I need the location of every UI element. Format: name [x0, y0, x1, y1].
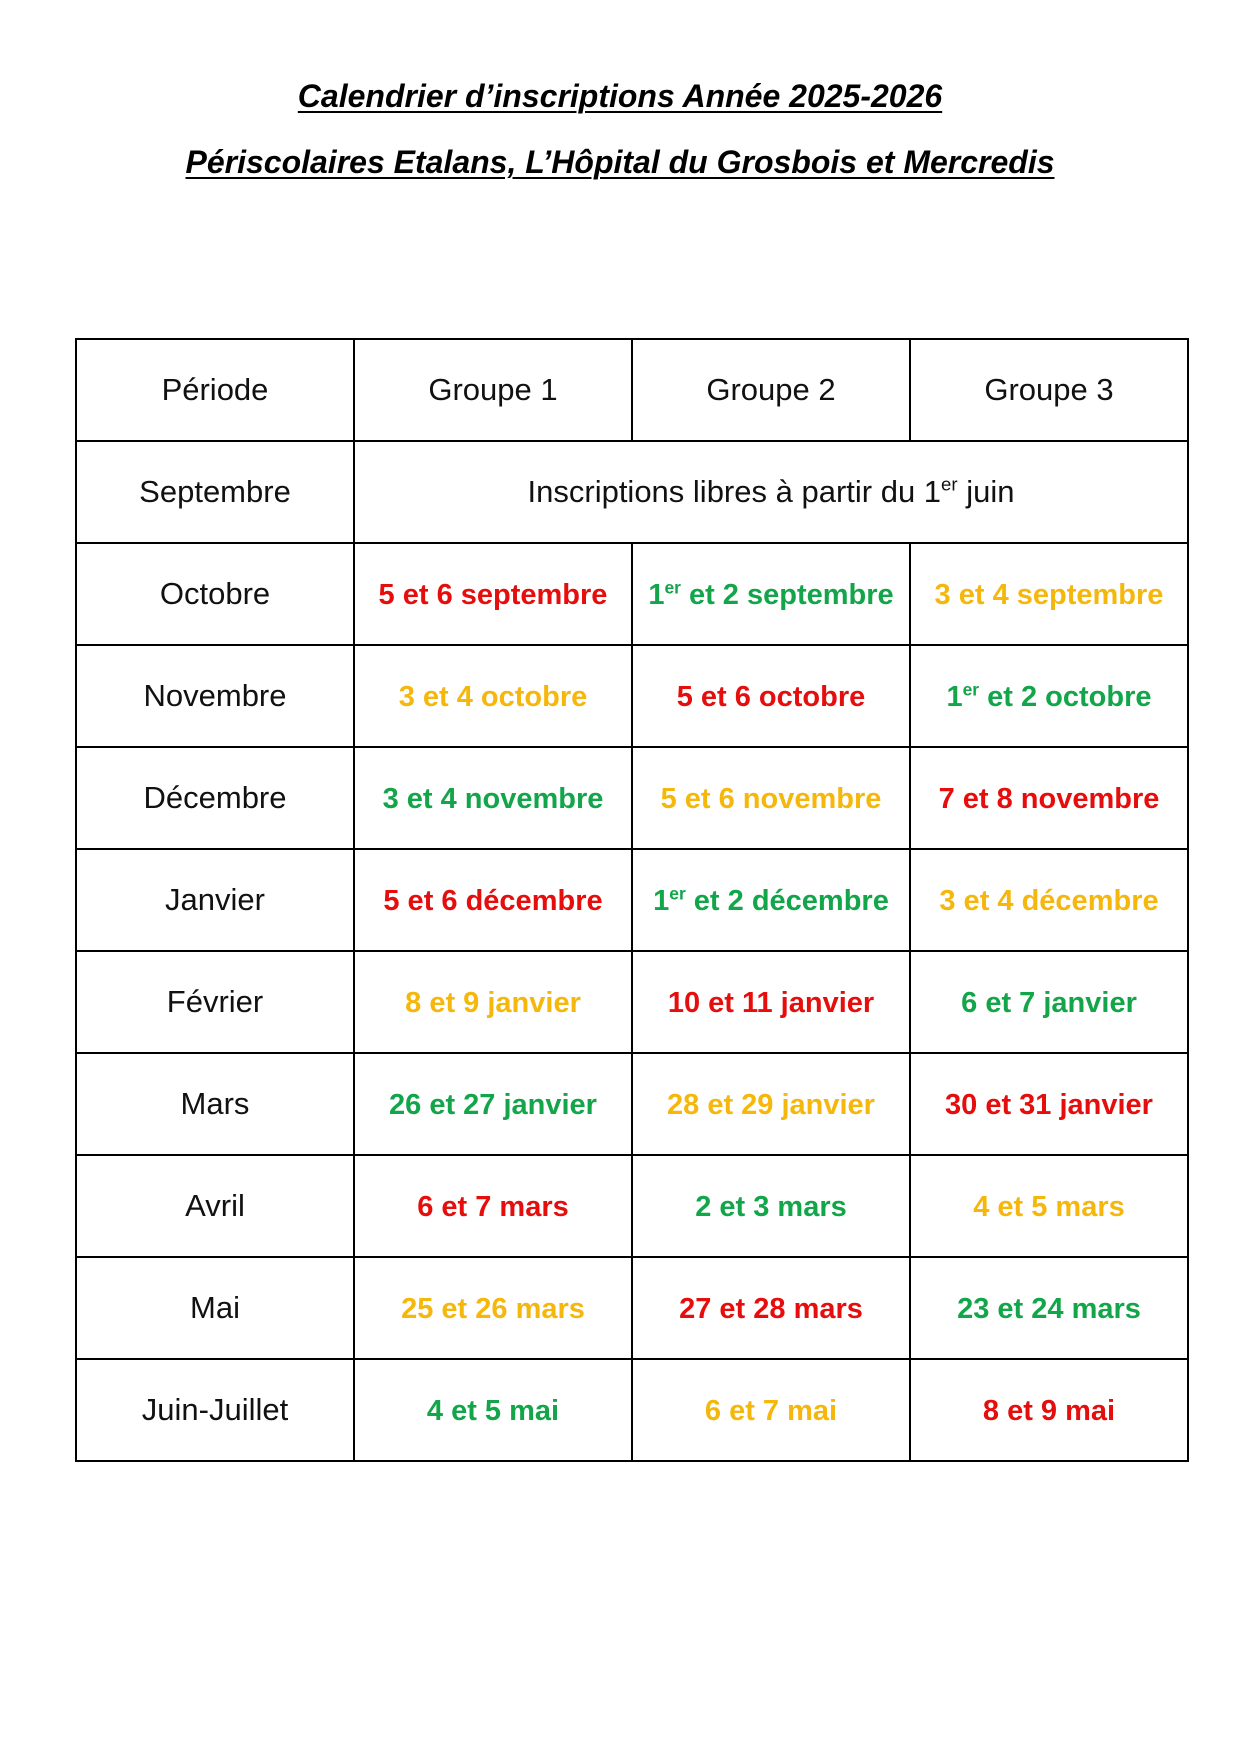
registration-dates	[668, 987, 874, 1019]
groupe-2-date-cell	[632, 1155, 910, 1257]
periode-cell: Mai	[76, 1257, 354, 1359]
date-text: 23 et 24 mars	[957, 1293, 1141, 1325]
registration-dates	[945, 1089, 1153, 1121]
table-row-septembre	[76, 441, 1188, 543]
registration-calendar-table	[75, 338, 1189, 1462]
date-text: 10 et 11 janvier	[667, 987, 875, 1019]
date-ordinal: er	[669, 883, 686, 904]
groupe-3-date-cell	[910, 645, 1188, 747]
periode-cell: Juin-Juillet	[76, 1359, 354, 1461]
date-text: 5 et 6 novembre	[660, 783, 882, 815]
groupe-3-date-cell	[910, 1053, 1188, 1155]
note-text-before: Inscriptions libres à partir du 1	[527, 474, 942, 509]
registration-dates	[661, 783, 882, 815]
registration-dates	[705, 1395, 837, 1427]
date-ordinal: er	[962, 679, 980, 700]
date-text: 2 et 3 mars	[695, 1191, 847, 1223]
registration-dates	[417, 1191, 569, 1223]
groupe-2-date-cell	[632, 747, 910, 849]
date-text: 1	[653, 885, 670, 917]
date-text: 8 et 9 mai	[982, 1395, 1116, 1427]
groupe-1-date-cell	[354, 1257, 632, 1359]
registration-dates	[946, 681, 1151, 713]
registration-dates	[405, 987, 581, 1019]
groupe-1-date-cell	[354, 951, 632, 1053]
date-text: 7 et 8 novembre	[938, 783, 1160, 815]
table-row	[76, 951, 1188, 1053]
date-text: 6 et 7 janvier	[961, 987, 1137, 1019]
registration-dates	[379, 579, 608, 611]
groupe-3-date-cell	[910, 1257, 1188, 1359]
registration-dates	[935, 579, 1164, 611]
table-row	[76, 1155, 1188, 1257]
groupe-3-date-cell	[910, 849, 1188, 951]
table-row	[76, 1053, 1188, 1155]
date-text: 3 et 4 décembre	[939, 885, 1159, 917]
groupe-2-date-cell	[632, 1257, 910, 1359]
date-text: 28 et 29 janvier	[667, 1089, 875, 1121]
registration-dates	[653, 885, 889, 917]
date-text: 27 et 28 mars	[679, 1293, 863, 1325]
date-text: 3 et 4 octobre	[398, 681, 588, 713]
groupe-1-date-cell	[354, 1053, 632, 1155]
registration-dates	[648, 579, 893, 611]
registration-dates	[399, 681, 588, 713]
registration-dates	[695, 1191, 847, 1223]
note-text-after: juin	[957, 474, 1015, 509]
periode-cell: Janvier	[76, 849, 354, 951]
date-text-rest: et 2 septembre	[680, 579, 894, 611]
header-groupe-3: Groupe 3	[910, 339, 1188, 441]
groupe-1-date-cell	[354, 543, 632, 645]
groupe-2-date-cell	[632, 849, 910, 951]
groupe-2-date-cell	[632, 951, 910, 1053]
groupe-1-date-cell	[354, 645, 632, 747]
date-text: 5 et 6 octobre	[676, 681, 866, 713]
registration-dates	[401, 1293, 585, 1325]
document-subtitle: Périscolaires Etalans, L’Hôpital du Grosbois et Mercredis	[185, 144, 1055, 180]
table-header-row	[76, 339, 1188, 441]
date-ordinal: er	[664, 577, 681, 598]
registration-dates	[389, 1089, 597, 1121]
header-groupe-2: Groupe 2	[632, 339, 910, 441]
date-text: 5 et 6 septembre	[378, 579, 608, 611]
registration-dates	[961, 987, 1137, 1019]
date-text: 4 et 5 mars	[973, 1191, 1125, 1223]
groupe-1-date-cell	[354, 1155, 632, 1257]
groupe-3-date-cell	[910, 543, 1188, 645]
date-text: 6 et 7 mars	[417, 1191, 569, 1223]
periode-cell: Février	[76, 951, 354, 1053]
registration-dates	[939, 783, 1160, 815]
date-text: 3 et 4 novembre	[382, 783, 604, 815]
periode-cell: Septembre	[76, 441, 354, 543]
groupe-3-date-cell	[910, 1155, 1188, 1257]
date-text: 26 et 27 janvier	[389, 1089, 597, 1121]
registration-dates	[957, 1293, 1141, 1325]
registration-dates	[983, 1395, 1115, 1427]
groupe-1-date-cell	[354, 849, 632, 951]
periode-cell: Octobre	[76, 543, 354, 645]
table-row	[76, 1257, 1188, 1359]
groupe-2-date-cell	[632, 645, 910, 747]
table-row	[76, 543, 1188, 645]
registration-dates	[383, 885, 602, 917]
groupe-3-date-cell	[910, 951, 1188, 1053]
registration-dates	[973, 1191, 1125, 1223]
date-text: 8 et 9 janvier	[405, 987, 581, 1019]
periode-cell: Avril	[76, 1155, 354, 1257]
periode-cell: Décembre	[76, 747, 354, 849]
free-registration-note	[354, 441, 1188, 543]
groupe-1-date-cell	[354, 747, 632, 849]
table-row	[76, 1359, 1188, 1461]
header-periode: Période	[76, 339, 354, 441]
document-title: Calendrier d’inscriptions Année 2025-2026	[297, 78, 943, 114]
groupe-1-date-cell	[354, 1359, 632, 1461]
registration-dates	[939, 885, 1158, 917]
table-row	[76, 747, 1188, 849]
date-text: 25 et 26 mars	[401, 1293, 585, 1325]
date-text: 5 et 6 décembre	[383, 885, 603, 917]
date-text: 1	[648, 579, 665, 611]
date-text: 6 et 7 mai	[704, 1395, 838, 1427]
note-ordinal: er	[941, 473, 958, 495]
groupe-3-date-cell	[910, 747, 1188, 849]
table-row	[76, 849, 1188, 951]
date-text: 4 et 5 mai	[426, 1395, 560, 1427]
groupe-2-date-cell	[632, 543, 910, 645]
groupe-2-date-cell	[632, 1359, 910, 1461]
registration-dates	[679, 1293, 863, 1325]
date-text: 3 et 4 septembre	[934, 579, 1164, 611]
header-groupe-1: Groupe 1	[354, 339, 632, 441]
date-text-rest: et 2 octobre	[979, 681, 1152, 713]
registration-dates	[427, 1395, 559, 1427]
periode-cell: Mars	[76, 1053, 354, 1155]
date-text: 30 et 31 janvier	[945, 1089, 1153, 1121]
groupe-2-date-cell	[632, 1053, 910, 1155]
date-text-rest: et 2 décembre	[685, 885, 889, 917]
table-row	[76, 645, 1188, 747]
date-text: 1	[946, 681, 963, 713]
periode-cell: Novembre	[76, 645, 354, 747]
registration-dates	[383, 783, 604, 815]
registration-dates	[677, 681, 866, 713]
groupe-3-date-cell	[910, 1359, 1188, 1461]
registration-dates	[667, 1089, 875, 1121]
